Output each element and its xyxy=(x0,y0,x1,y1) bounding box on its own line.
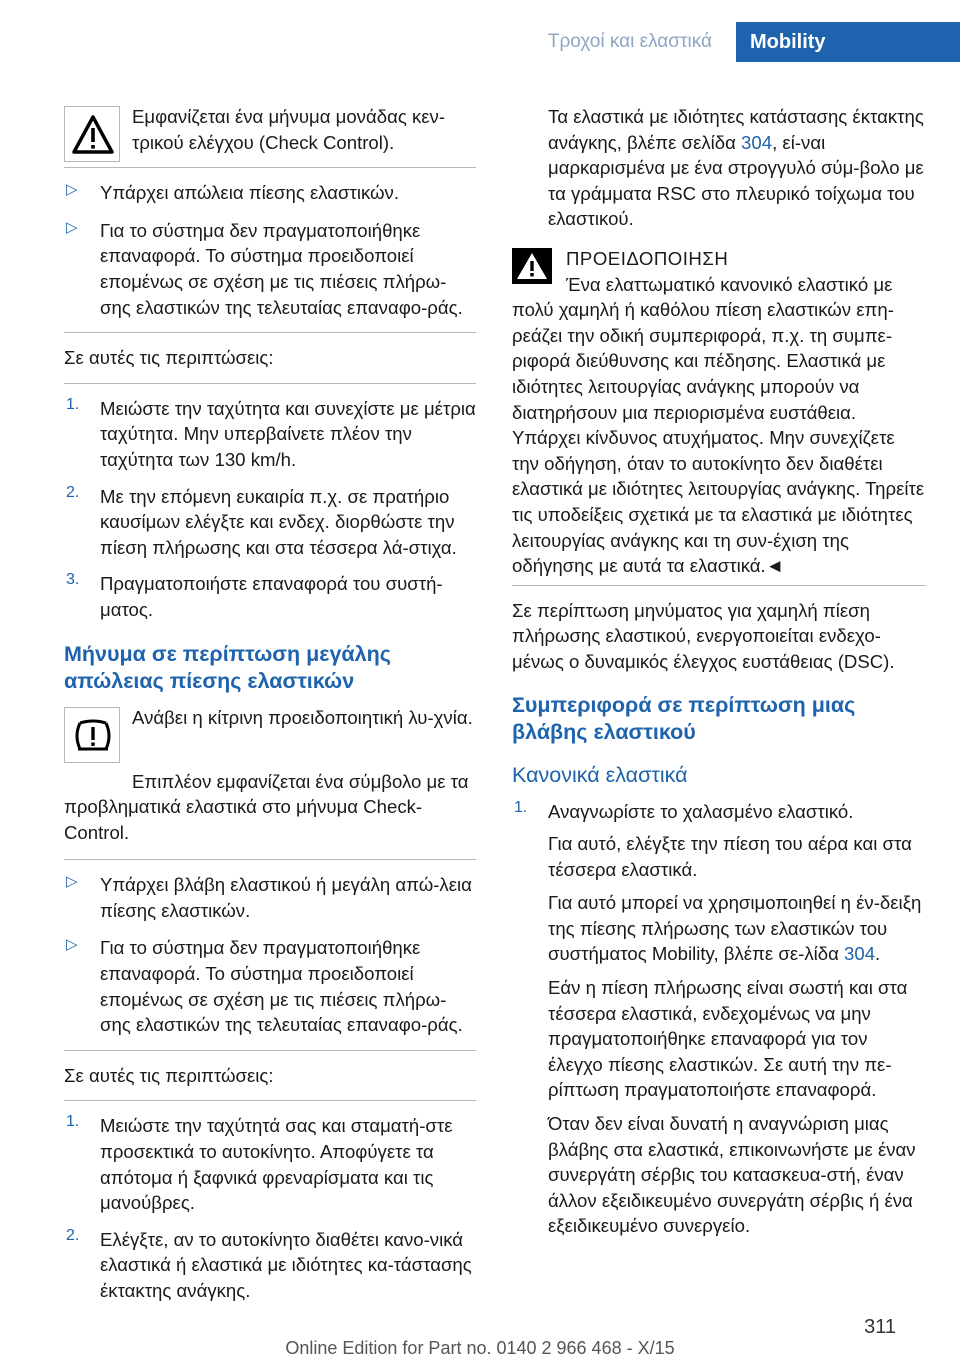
rsc-info-text: Τα ελαστικά με ιδιότητες κατάστασης έκτακτης ανάγκης, βλέπε σελίδα 304, εί‐ναι μαρκαρισμένα με ένα στρογγυλό σύμ‐βολο με τα γράμματα RSC στο πλευρικό τοίχωμα του ελαστικού. xyxy=(548,106,924,230)
right-column xyxy=(512,104,926,1239)
header-section-title: Τροχοί και ελαστικά xyxy=(547,31,712,52)
page-link[interactable]: 304 xyxy=(844,943,876,965)
warning-title: ΠΡΟΕΙΔΟΠΟΙΗΣΗ xyxy=(566,247,729,269)
step-item: 1. Αναγνωρίστε το χαλασμένο ελαστικό. xyxy=(514,799,854,823)
cases-text: Σε αυτές τις περιπτώσεις: xyxy=(64,1064,274,1086)
page-header xyxy=(0,0,960,62)
list-item: ▷ Για το σύστημα δεν πραγματοποιήθηκε επαναφορά. Το σύστημα προειδοποιεί επομένως σε σχέση με τις πιέσεις πλήρω‐σης ελαστικών της τελευταίας επαναφο‐ράς. xyxy=(66,936,463,1036)
subsection-heading: Κανονικά ελαστικά xyxy=(512,763,688,788)
warning-text: πολύ χαμηλή ή καθόλου πίεση ελαστικών επη‐ρεάζει την οδική συμπεριφορά, π.χ. τη συμπε‐ριφορά διεύθυνσης και πέδησης. Ελαστικά με ιδιότητες λειτουργίας ανάγκης μπορούν να διατηρήσουν μια περιορισμένα ευστάθεια. Υπάρχει κίνδυνος ατυχήματος. Μην συνεχίζετε την οδήγηση, όταν το αυτοκίνητο δεν διαθέτει ελαστικά με ιδιότητες λειτουργίας ανάγκης. Τηρείτε τις υποδείξεις σχετικά με τα ελαστικά με ιδιότητες λειτουργίας ανάγκης και τη συν‐έχιση της οδήγησης με αυτά τα ελαστικά.◄ xyxy=(512,299,925,577)
step-detail: Όταν δεν είναι δυνατή η αναγνώριση μιας βλάβης στα ελαστικά, επικοινωνήστε με έναν συνεργάτη σέρβις του κατασκευα‐στή, έναν άλλον εξειδικευμένο συνεργάτη σέρβις ή ένα εξειδικευμένο συνεργείο. xyxy=(548,1113,916,1237)
warning-icon xyxy=(512,248,552,284)
warning-triangle-icon xyxy=(64,106,120,162)
triangle-bullet-icon: ▷ xyxy=(66,181,78,199)
step-detail: Για αυτό, ελέγξτε την πίεση του αέρα και στα τέσσερα ελαστικά. xyxy=(548,833,912,880)
step-detail: Για αυτό μπορεί να χρησιμοποιηθεί η έν‐δειξη της πίεσης πλήρωσης των ελαστικών του συστήματος Mobility, βλέπε σε‐λίδα 304. xyxy=(548,892,922,965)
step-item: 1. Μειώστε την ταχύτητά σας και σταματή‐στε προσεκτικά το αυτοκίνητο. Αποφύγετε τα απότομα ή ξαφνικά φρεναρίσματα και τις μανούβρες. xyxy=(66,1113,453,1214)
warning-box xyxy=(512,246,926,586)
check-control-note xyxy=(64,104,476,168)
section-heading: Συμπεριφορά σε περίπτωση μιας βλάβης ελαστικού xyxy=(512,693,856,745)
step-item: 1. Μειώστε την ταχύτητα και συνεχίστε με μέτρια ταχύτητα. Μην υπερβαίνετε πλέον την ταχύτητα των 130 km/h. xyxy=(66,395,476,470)
cases-text: Σε αυτές τις περιπτώσεις: xyxy=(64,347,274,369)
list-item: ▷ Για το σύστημα δεν πραγματοποιήθηκε επαναφορά. Το σύστημα προειδοποιεί επομένως σε σχέση με τις πιέσεις πλήρω‐σης ελαστικών της τελευταίας επαναφο‐ράς. xyxy=(66,218,463,318)
header-chapter-tab: Mobility xyxy=(736,22,960,62)
bullet-list xyxy=(64,180,476,333)
section-heading: Μήνυμα σε περίπτωση μεγάλης απώλειας πίεσης ελαστικών xyxy=(64,641,391,693)
list-item: ▷ Υπάρχει απώλεια πίεσης ελαστικών. xyxy=(66,181,399,204)
note-text-continued: Επιπλέον εμφανίζεται ένα σύμβολο με τα προβληματικά ελαστικά στο μήνυμα Check-Control. xyxy=(64,769,476,861)
tire-pressure-warning-icon xyxy=(64,707,120,763)
tire-pressure-note xyxy=(64,705,476,763)
triangle-bullet-icon: ▷ xyxy=(66,936,78,954)
left-column xyxy=(64,104,476,1315)
step-item: 3. Πραγματοποιήστε επαναφορά του συστή‐ματος. xyxy=(66,571,443,620)
list-item: ▷ Υπάρχει βλάβη ελαστικού ή μεγάλη απώ‐λεια πίεσης ελαστικών. xyxy=(66,873,472,921)
dsc-text: Σε περίπτωση μηνύματος για χαμηλή πίεση πλήρωσης ελαστικού, ενεργοποιείται ενδεχο‐μένως ο δυναμικός έλεγχος ευστάθειας (DSC). xyxy=(512,599,895,672)
note-text: Εμφανίζεται ένα μήνυμα μονάδας κεν‐τρικού ελέγχου (Check Control). xyxy=(132,106,446,153)
step-item: 2. Ελέγξτε, αν το αυτοκίνητο διαθέτει κανο‐νικά ελαστικά ή ελαστικά με ιδιότητες κα‐τάστασης έκτακτης ανάγκης. xyxy=(66,1226,472,1301)
triangle-bullet-icon: ▷ xyxy=(66,218,78,236)
step-detail: Εάν η πίεση πλήρωσης είναι σωστή και στα τέσσερα ελαστικά, ενδεχομένως να μην πραγματοποιήθηκε επαναφορά για τον έλεγχο πίεσης ελαστικών. Σε αυτή την πε‐ρίπτωση πραγματοποιήστε επαναφορά. xyxy=(548,977,908,1101)
warning-first-line: Ένα ελαττωματικό κανονικό ελαστικό με xyxy=(566,273,893,295)
note-text: Ανάβει η κίτρινη προειδοποιητική λυ‐χνία. xyxy=(132,706,473,728)
page-link[interactable]: 304 xyxy=(741,131,773,153)
edition-footer: Online Edition for Part no. 0140 2 966 468 - X/15 xyxy=(285,1338,675,1358)
triangle-bullet-icon: ▷ xyxy=(66,873,78,891)
page-number: 311 xyxy=(864,1316,896,1338)
step-item: 2. Με την επόμενη ευκαιρία π.χ. σε πρατήριο καυσίμων ελέγξτε και ενδεχ. διορθώστε την πίεση πλήρωσης και στα τέσσερα λά‐στιχα. xyxy=(66,483,457,558)
bullet-list xyxy=(64,872,476,1051)
